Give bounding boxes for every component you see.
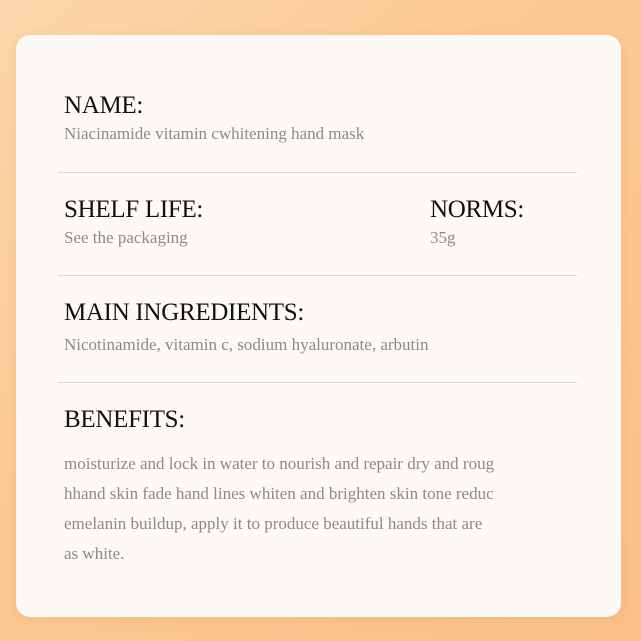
benefits-heading: BENEFITS: — [64, 406, 185, 433]
main-ingredients-section — [64, 298, 577, 356]
name-section — [64, 91, 577, 145]
benefits-line: emelanin buildup, apply it to produce beautiful hands that are — [64, 514, 483, 533]
divider — [58, 172, 577, 173]
benefits-section — [64, 405, 577, 569]
divider — [58, 382, 577, 383]
main-ingredients-value: Nicotinamide, vitamin c, sodium hyaluronate, arbutin — [64, 335, 429, 354]
benefits-line: as white. — [64, 544, 125, 563]
name-heading: NAME: — [64, 92, 144, 119]
divider — [58, 275, 577, 276]
shelf-life-norms-row — [64, 195, 577, 255]
benefits-line: moisturize and lock in water to nourish and repair dry and roug — [64, 454, 495, 473]
norms-section — [430, 195, 524, 249]
product-info-card — [16, 35, 621, 617]
benefits-line: hhand skin fade hand lines whiten and brighten skin tone reduc — [64, 484, 494, 503]
benefits-text — [64, 449, 577, 569]
norms-heading: NORMS: — [430, 196, 525, 223]
norms-value: 35g — [430, 228, 456, 247]
shelf-life-heading: SHELF LIFE: — [64, 196, 204, 223]
shelf-life-value: See the packaging — [64, 228, 188, 247]
name-value: Niacinamide vitamin cwhitening hand mask — [64, 124, 365, 143]
main-ingredients-heading: MAIN INGREDIENTS: — [64, 299, 305, 326]
